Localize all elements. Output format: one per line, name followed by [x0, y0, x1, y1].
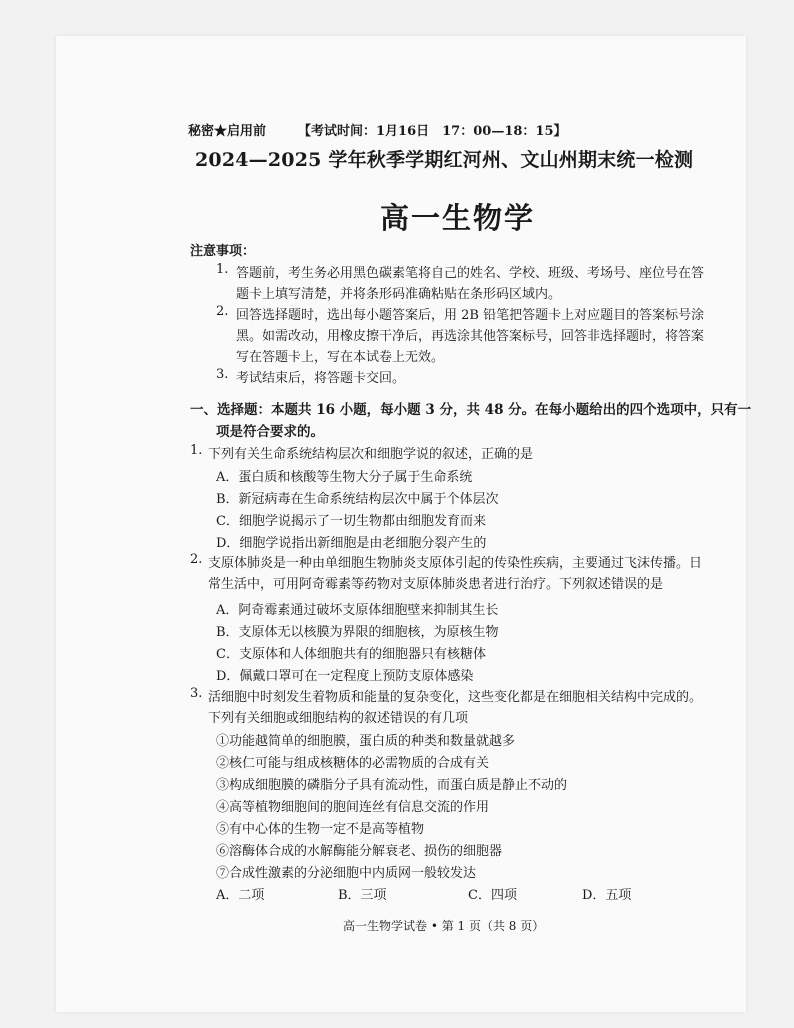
- statement: ⑦合成性激素的分泌细胞中内质网一般较发达: [216, 866, 477, 881]
- statement: ⑤有中心体的生物一定不是高等植物: [216, 822, 425, 837]
- choice-a: A．二项: [216, 888, 265, 903]
- option-b: B．新冠病毒在生命系统结构层次中属于个体层次: [216, 492, 499, 507]
- statement: ⑥溶酶体合成的水解酶能分解衰老、损伤的细胞器: [216, 844, 503, 859]
- question-stem: 支原体肺炎是一种由单细胞生物肺炎支原体引起的传染性疾病，主要通过飞沫传播。日: [208, 556, 703, 571]
- exam-title: 2024—2025 学年秋季学期红河州、文山州期末统一检测: [195, 149, 694, 171]
- section-heading: 项是符合要求的。: [216, 424, 324, 440]
- question-number: 1.: [190, 443, 203, 458]
- statement: ②核仁可能与组成核糖体的必需物质的合成有关: [216, 756, 490, 771]
- notice-line: 写在答题卡上，写在本试卷上无效。: [236, 350, 445, 365]
- notice-num: 1.: [216, 262, 229, 277]
- choice-c: C．四项: [468, 888, 517, 903]
- notice-num: 3.: [216, 367, 229, 382]
- statement: ④高等植物细胞间的胞间连丝有信息交流的作用: [216, 800, 490, 815]
- question-number: 3.: [190, 686, 203, 701]
- option-a: A．蛋白质和核酸等生物大分子属于生命系统: [216, 470, 473, 485]
- option-d: D．细胞学说指出新细胞是由老细胞分裂产生的: [216, 536, 487, 551]
- option-d: D．佩戴口罩可在一定程度上预防支原体感染: [216, 669, 474, 684]
- question-stem: 下列有关细胞或细胞结构的叙述错误的有几项: [208, 711, 469, 726]
- notice-heading: 注意事项：: [190, 244, 256, 259]
- question-stem: 活细胞中时刻发生着物质和能量的复杂变化，这些变化都是在细胞相关结构中完成的。: [208, 690, 703, 705]
- question-stem: 下列有关生命系统结构层次和细胞学说的叙述，正确的是: [208, 447, 534, 462]
- notice-line: 答题前，考生务必用黑色碳素笔将自己的姓名、学校、班级、考场号、座位号在答: [236, 266, 705, 281]
- option-c: C．支原体和人体细胞共有的细胞器只有核糖体: [216, 647, 486, 662]
- subject-title: 高一生物学: [380, 201, 536, 235]
- choice-d: D．五项: [582, 888, 632, 903]
- option-c: C．细胞学说揭示了一切生物都由细胞发育而来: [216, 514, 486, 529]
- notice-num: 2.: [216, 304, 229, 319]
- choice-b: B．三项: [338, 888, 387, 903]
- notice-line: 黑。如需改动，用橡皮擦干净后，再选涂其他答案标号，回答非选择题时，将答案: [236, 329, 705, 344]
- exam-time: 【考试时间：1月16日 17：00—18：15】: [298, 124, 567, 139]
- page-footer: 高一生物学试卷 • 第 1 页（共 8 页）: [343, 919, 545, 933]
- question-number: 2.: [190, 552, 203, 567]
- statement: ①功能越简单的细胞膜，蛋白质的种类和数量就越多: [216, 734, 516, 749]
- notice-line: 题卡上填写清楚，并将条形码准确粘贴在条形码区域内。: [236, 287, 562, 302]
- option-a: A．阿奇霉素通过破坏支原体细胞壁来抑制其生长: [216, 603, 499, 618]
- section-heading: 一、选择题：本题共 16 小题，每小题 3 分，共 48 分。在每小题给出的四个选项中，只有一: [190, 402, 752, 418]
- option-b: B．支原体无以核膜为界限的细胞核，为原核生物: [216, 625, 499, 640]
- notice-line: 考试结束后，将答题卡交回。: [236, 371, 406, 386]
- question-stem: 常生活中，可用阿奇霉素等药物对支原体肺炎患者进行治疗。下列叙述错误的是: [208, 577, 664, 592]
- secret-label: 秘密★启用前: [188, 124, 267, 139]
- notice-line: 回答选择题时，选出每小题答案后，用 2B 铅笔把答题卡上对应题目的答案标号涂: [236, 308, 705, 323]
- statement: ③构成细胞膜的磷脂分子具有流动性，而蛋白质是静止不动的: [216, 778, 568, 793]
